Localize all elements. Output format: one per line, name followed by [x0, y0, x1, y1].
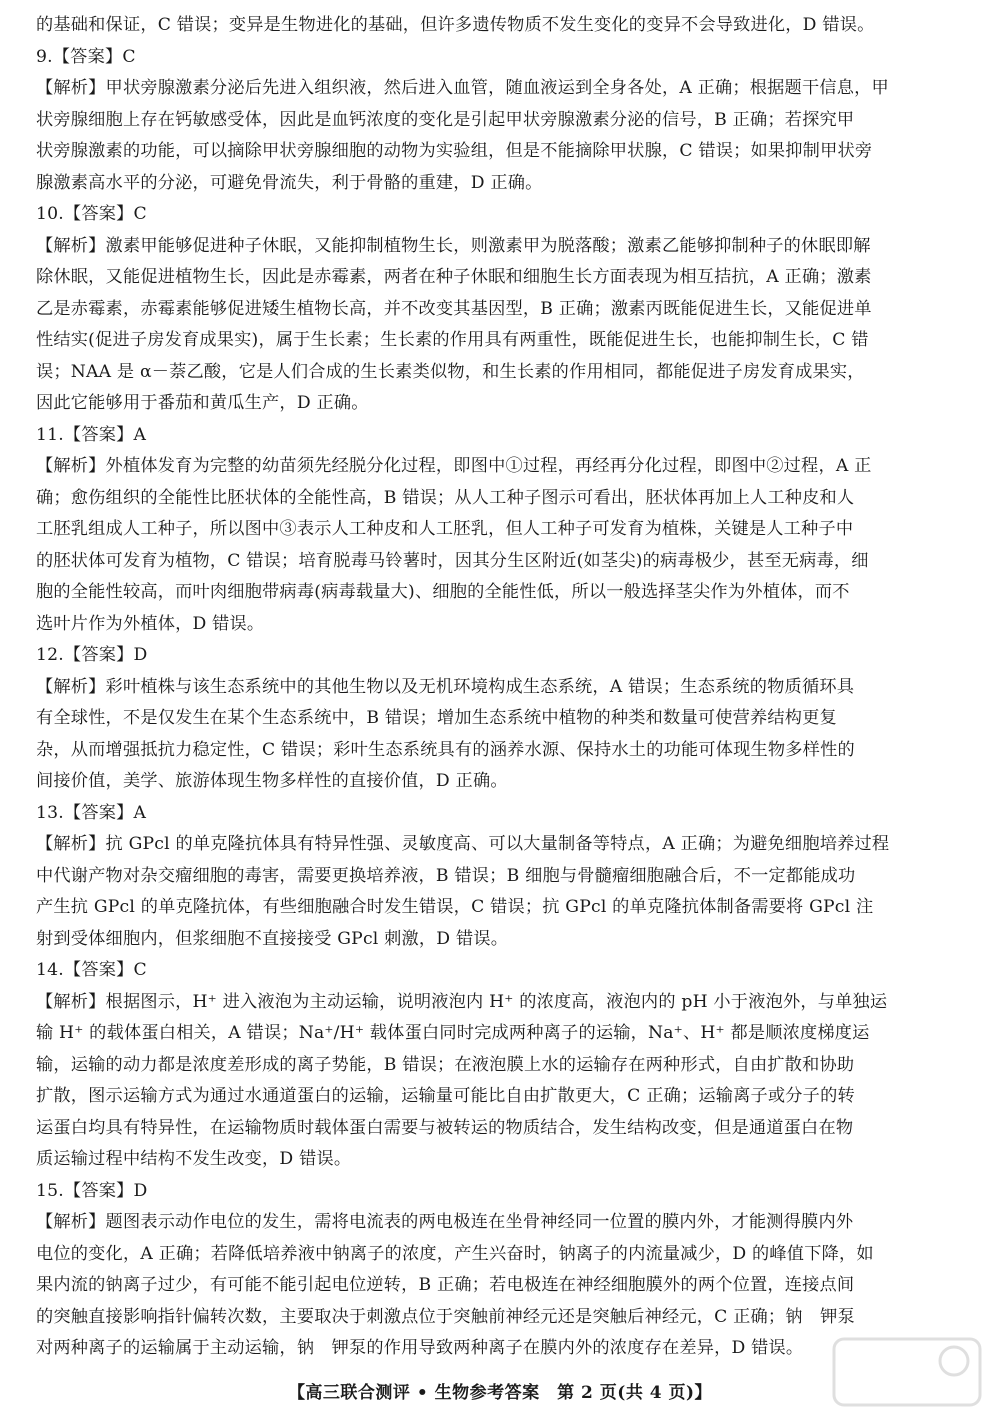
text-line: 【解析】彩叶植株与该生态系统中的其他生物以及无机环境构成生态系统，A 错误；生态系统的物质循环具 [36, 676, 855, 697]
text-line: 胞的全能性较高，而叶肉细胞带病毒(病毒载量大)、细胞的全能性低，所以一般选择茎尖作为外植体，而不 [36, 582, 850, 602]
text-line: 10.【答案】C [36, 204, 147, 224]
page-footer: 【高三联合测评 • 生物参考答案 第 2 页(共 4 页)】 [287, 1383, 713, 1403]
text-line: 射到受体细胞内，但浆细胞不直接接受 GPcl 刺激，D 错误。 [36, 928, 509, 949]
text-line: 12.【答案】D [36, 645, 148, 665]
text-line: 的胚状体可发育为植物，C 错误；培育脱毒马铃薯时，因其分生区附近(如茎尖)的病毒极少，甚至无病毒，细 [36, 550, 869, 571]
text-line: 工胚乳组成人工种子，所以图中③表示人工种皮和人工胚乳，但人工种子可发育为植株，关键是人工种子中 [36, 519, 854, 539]
text-line: 腺激素高水平的分泌，可避免骨流失，利于骨骼的重建，D 正确。 [36, 172, 543, 193]
text-line: 对两种离子的运输属于主动运输，钠 钾泵的作用导致两种离子在膜内外的浓度存在差异，D 错误。 [36, 1338, 804, 1358]
text-line: 选叶片作为外植体，D 错误。 [36, 613, 265, 634]
text-line: 除休眠，又能促进植物生长，因此是赤霉素，两者在种子休眠和细胞生长方面表现为相互拮抗，A 正确；激素 [36, 267, 872, 287]
text-line: 状旁腺激素的功能，可以摘除甲状旁腺细胞的动物为实验组，但是不能摘除甲状腺，C 错误；如果抑制甲状旁 [36, 141, 873, 161]
text-line: 乙是赤霉素，赤霉素能够促进矮生植物长高，并不改变其基因型，B 正确；激素丙既能促进生长，又能促进单 [36, 298, 872, 319]
text-line: 【解析】抗 GPcl 的单克隆抗体具有特异性强、灵敏度高、可以大量制备等特点，A 正确；为避免细胞培养过程 [36, 834, 890, 854]
text-line: 【解析】激素甲能够促进种子休眠，又能抑制植物生长，则激素甲为脱落酸；激素乙能够抑制种子的休眠即解 [36, 235, 871, 256]
text-line: 杂，从而增强抵抗力稳定性，C 错误；彩叶生态系统具有的涵养水源、保持水土的功能可体现生物多样性的 [36, 739, 855, 760]
text-line: 输 H⁺ 的载体蛋白相关，A 错误；Na⁺/H⁺ 载体蛋白同时完成两种离子的运输，Na⁺、H⁺ 都是顺浓度梯度运 [36, 1023, 870, 1043]
text-line: 质运输过程中结构不发生改变，D 错误。 [36, 1149, 352, 1169]
watermark-logo [832, 1337, 982, 1407]
text-line: 有全球性，不是仅发生在某个生态系统中，B 错误；增加生态系统中植物的种类和数量可使营养结构更复 [36, 708, 837, 728]
text-line: 14.【答案】C [36, 960, 147, 980]
text-line: 13.【答案】A [36, 802, 147, 823]
text-line: 确；愈伤组织的全能性比胚状体的全能性高，B 错误；从人工种子图示可看出，胚状体再加上人工种皮和人 [36, 487, 855, 508]
text-line: 误；NAA 是 α－萘乙酸，它是人们合成的生长素类似物，和生长素的作用相同，都能促进子房发育成果实， [36, 361, 865, 382]
text-line: 间接价值，美学、旅游体现生物多样性的直接价值，D 正确。 [36, 771, 508, 791]
text-line: 【解析】外植体发育为完整的幼苗须先经脱分化过程，即图中①过程，再经再分化过程，即图中②过程，A 正 [36, 456, 872, 476]
text-line: 性结实(促进子房发育成果实)，属于生长素；生长素的作用具有两重性，既能促进生长，也能抑制生长，C 错 [36, 330, 869, 350]
text-line: 11.【答案】A [36, 424, 147, 445]
text-line: 9.【答案】C [36, 46, 136, 67]
text-line: 的突触直接影响指针偏转次数，主要取决于刺激点位于突触前神经元还是突触后神经元，C 正确；钠 钾泵 [36, 1306, 855, 1327]
text-line: 运蛋白均具有特异性，在运输物质时载体蛋白需要与被转运的物质结合，发生结构改变，但是通道蛋白在物 [36, 1117, 854, 1138]
text-line: 【解析】甲状旁腺激素分泌后先进入组织液，然后进入血管，随血液运到全身各处，A 正确；根据题干信息，甲 [36, 78, 889, 98]
text-line: 果内流的钠离子过少，有可能不能引起电位逆转，B 正确；若电极连在神经细胞膜外的两个位置，连接点间 [36, 1275, 855, 1295]
text-line: 的基础和保证，C 错误；变异是生物进化的基础，但许多遗传物质不发生变化的变异不会导致进化，D 错误。 [36, 15, 875, 35]
text-line: 状旁腺细胞上存在钙敏感受体，因此是血钙浓度的变化是引起甲状旁腺激素分泌的信号，B 正确；若探究甲 [36, 109, 855, 130]
text-line: 15.【答案】D [36, 1180, 148, 1201]
text-line: 【解析】根据图示，H⁺ 进入液泡为主动运输，说明液泡内 H⁺ 的浓度高，液泡内的 pH 小于液泡外，与单独运 [36, 991, 888, 1012]
text-line: 因此它能够用于番茄和黄瓜生产，D 正确。 [36, 393, 369, 413]
answer-text-block [36, 10, 966, 1365]
text-line: 输，运输的动力都是浓度差形成的离子势能，B 错误；在液泡膜上水的运输存在两种形式，自由扩散和协助 [36, 1054, 855, 1075]
text-line: 扩散，图示运输方式为通过水通道蛋白的运输，运输量可能比自由扩散更大，C 正确；运输离子或分子的转 [36, 1086, 855, 1106]
text-line: 产生抗 GPcl 的单克隆抗体，有些细胞融合时发生错误，C 错误；抗 GPcl 的单克隆抗体制备需要将 GPcl 注 [36, 897, 874, 917]
text-line: 中代谢产物对杂交瘤细胞的毒害，需要更换培养液，B 错误；B 细胞与骨髓瘤细胞融合后，不一定都能成功 [36, 865, 856, 886]
text-line: 电位的变化，A 正确；若降低培养液中钠离子的浓度，产生兴奋时，钠离子的内流量减少，D 的峰值下降，如 [36, 1243, 874, 1264]
text-line: 【解析】题图表示动作电位的发生，需将电流表的两电极连在坐骨神经同一位置的膜内外，才能测得膜内外 [36, 1212, 854, 1232]
